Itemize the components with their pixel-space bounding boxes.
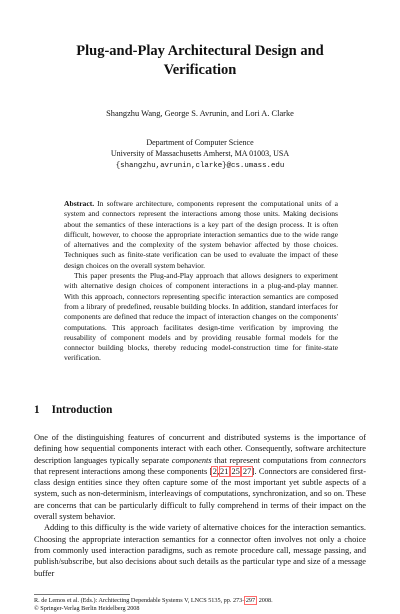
citation-link[interactable]: 27 [242,466,252,476]
section-heading [34,404,334,416]
citation-link[interactable]: 25 [231,466,240,476]
intro-text: that represent computations from [211,455,330,465]
publication-footer [34,597,374,612]
title-line-1: Plug-and-Play Architectural Design and [76,43,324,59]
author-list: Shangzhu Wang, George S. Avrunin, and Lori A. Clarke [106,109,294,118]
abstract [64,199,338,364]
copyright-notice: © Springer-Verlag Berlin Heidelberg 2008 [34,604,140,612]
paper-title [40,42,360,80]
title-line-2: Verification [163,62,237,78]
citation-link[interactable]: 21 [220,466,229,476]
university: University of Massachusetts Amherst, MA 01003, USA [110,148,290,158]
abstract-label: Abstract. [64,199,95,208]
department: Department of Computer Science [146,138,254,147]
footer-citation: R. de Lemos et al. (Eds.): Architecting Dependable Systems V, LNCS 5135, pp. 273– [34,597,246,604]
intro-text: . Connectors are considered first-class design entities since they often capture some of the most important yet subtle aspects of a system, such as non-determinism, interleavings of computations, synchronization, and so on. These are concerns that can be particularly difficult to fully comprehend in terms of their impact on the overall system behavior. [34,466,367,522]
cite-sep: , [217,466,220,476]
abstract-paragraph-2: This paper presents the Plug-and-Play approach that allows designers to experiment with alternative design choices of component interactions in a plug-and-play manner. With this approach, connectors representing specific interaction semantics are composed from a library of predefined, reusable building blocks. In addition, standard interfaces for components are defined that reduce the impact of interaction changes on the components' computations. This approach facilitates design-time verification by improving the reusability of component models and by providing reusable formal models for the connector building blocks, thereby reducing model-construction time for finite-state verification. [64,271,338,363]
section-number: 1 [34,404,40,416]
cite-sep: , [240,466,243,476]
term-connectors: connectors [329,455,366,465]
citation-link[interactable]: 2 [212,466,217,476]
footer-citation-end: , 2008. [255,597,273,604]
cite-bracket: [ [209,466,213,476]
intro-text: that represent interactions among these components [34,466,210,476]
introduction-body [34,432,366,579]
abstract-paragraph-1 [64,199,338,271]
intro-paragraph-2: Adding to this difficulty is the wide variety of alternative choices for the interaction semantics. Choosing the appropriate interaction semantics for a connector often involves not only a choice from commonly used interaction paradigms, such as remote procedure call, message passing, and publish/subscribe, but also decisions about such details as the particular type and size of a message buffer [34,523,366,578]
author-emails[interactable]: {shangzhu,avrunin,clarke}@cs.umass.edu [115,161,285,170]
footnote-rule [34,594,130,595]
affiliation [20,138,380,171]
citation-group [209,467,254,476]
intro-text: One of the distinguishing features of concurrent and distributed systems is the importance of defining how sequential components interact with each other. Consequently, software architecture description languages typically separate [34,433,366,465]
page-link[interactable]: 297 [245,597,256,604]
abstract-text-1: In software architecture, components represent the computational units of a system and connectors represent the interactions among those units. Making decisions about the semantics of these interactions is a key part of the design process. It is often difficult, however, to choose the appropriate interaction semantics due to the wide range of alternatives and the complexity of the system behavior affected by those choices. Techniques such as finite-state verification can be used to evaluate the impact of these design choices on the overall system behavior. [64,199,338,270]
cite-bracket: ] [251,466,255,476]
cite-sep: , [228,466,231,476]
intro-paragraph-1 [34,432,366,522]
term-components: components [171,455,212,465]
section-title: Introduction [51,404,113,416]
